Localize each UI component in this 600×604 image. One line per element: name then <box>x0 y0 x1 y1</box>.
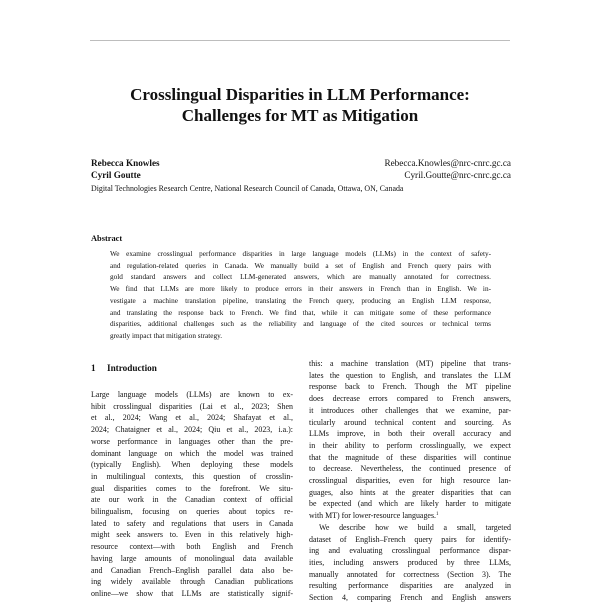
body-line: does decrease errors compared to French answers, <box>309 394 511 404</box>
body-line: We describe how we build a small, targeted <box>319 522 511 532</box>
body-line: and Canadian French–English parallel data also be- <box>91 565 293 575</box>
body-line: dataset of English–French query pairs for identify- <box>309 534 511 544</box>
body-line: it introduces other challenges that we examine, par- <box>309 405 511 415</box>
body-line: et al., 2024; Wang et al., 2024; Shafayat et al., <box>91 413 293 423</box>
body-line: be expected (and which are likely harder to mitigate <box>309 499 511 509</box>
body-line: in their ability to perform crosslingually, we expect <box>309 440 511 450</box>
body-line: Large language models (LLMs) are known to ex- <box>91 390 293 399</box>
body-line: guages, also hints at the greater disparities that can <box>309 487 511 497</box>
body-line-text: with MT) for lower-resource languages. <box>309 511 437 521</box>
body-line: response back to French. Though the MT pipeline <box>309 382 511 392</box>
body-line: 2024; Chataigner et al., 2024; Qiu et al., 2023, i.a.): <box>91 425 293 435</box>
body-line: manually annotated for correctness (Section 3). The <box>309 569 511 579</box>
body-line: that the magnitude of these disparities will continue <box>309 452 511 462</box>
body-line: might seek answers to. Even in this relatively high- <box>91 530 293 540</box>
abstract-line: disparities, additional challenges such as the reliability and language of the cited sources or technical terms <box>110 320 491 329</box>
abstract-line: We find that LLMs are more likely to produce errors in their answers in French than in English. We in- <box>110 285 491 294</box>
body-line: lated to safety and regulations that users in Canada <box>91 518 293 528</box>
section-number: 1 <box>91 363 96 373</box>
body-line: Section 4, comparing French and English answers <box>309 593 511 603</box>
body-line: in multilingual contexts, this question of crosslin- <box>91 471 293 481</box>
abstract-line: and translating the response back to French. We find that, while it can mitigate some of these performance <box>110 308 491 317</box>
body-line: hibit crosslingual disparities (Lai et al., 2023; Shen <box>91 401 293 411</box>
body-line: bilingualism, focusing on queries about topics re- <box>91 507 293 517</box>
body-line: worse performance in languages other than the pre- <box>91 436 293 446</box>
abstract-line: greatly impact that mitigation strategy. <box>110 331 223 340</box>
author-name: Cyril Goutte <box>91 170 141 180</box>
affiliation: Digital Technologies Research Centre, National Research Council of Canada, Ottawa, ON, Canada <box>91 184 404 193</box>
body-line: (typically English). When deploying these models <box>91 460 293 470</box>
section-title: Introduction <box>107 363 157 373</box>
author-email: Cyril.Goutte@nrc-cnrc.gc.ca <box>404 170 511 180</box>
body-line: gual disparities comes to the forefront. We situ- <box>91 483 293 493</box>
body-line: crosslingual disparities, even for high resource lan- <box>309 476 511 486</box>
body-line <box>309 510 511 522</box>
top-rule <box>90 40 510 41</box>
author-name: Rebecca Knowles <box>91 158 160 168</box>
body-line: having large amounts of monolingual data available <box>91 553 293 563</box>
footnote-marker: 1 <box>436 512 439 518</box>
body-line: ing widely available through Canadian publications <box>91 577 293 587</box>
title-line: Crosslingual Disparities in LLM Performance: <box>130 85 470 104</box>
body-line: ities, including answers produced by three LLMs, <box>309 557 511 567</box>
body-line: online—we show that LLMs are statistically signif- <box>91 588 293 598</box>
body-line: lates the question to English, and translates the LLM <box>309 370 511 380</box>
body-line: resulting performance disparities are analyzed in <box>309 581 511 591</box>
abstract-line: and regulation-related queries in Canada. We manually build a set of English and French query pairs with <box>110 261 491 270</box>
paper-title <box>60 84 540 126</box>
left-column <box>91 389 293 600</box>
body-line: ate our work in the Canadian context of official <box>91 495 293 505</box>
abstract-line: gold standard answers and collect LLM-generated answers, which are manually annotated for correctness. <box>110 273 491 282</box>
body-line: this: a machine translation (MT) pipeline that trans- <box>309 359 511 368</box>
right-column <box>309 358 511 604</box>
author-email: Rebecca.Knowles@nrc-cnrc.gc.ca <box>384 158 511 168</box>
body-line: dominant language on which the model was trained <box>91 448 293 458</box>
abstract-heading: Abstract <box>91 234 123 243</box>
abstract-body <box>110 249 491 343</box>
body-line: to decrease. Nevertheless, the continued presence of <box>309 464 511 474</box>
abstract-line: vestigate a machine translation pipeline, translating the French query, producing an English LLM response, <box>110 296 491 305</box>
section-heading <box>91 363 157 373</box>
body-line: ticularly around technical content and sourcing. As <box>309 417 511 427</box>
body-line: LLMs improve, in both their overall accuracy and <box>309 429 511 439</box>
abstract-line: We examine crosslingual performance disparities in large language models (LLMs) in the context of safety- <box>110 250 491 258</box>
title-line: Challenges for MT as Mitigation <box>181 106 419 125</box>
body-line: resource context—with both English and French <box>91 542 293 552</box>
body-line: ing and evaluating crosslingual performance dispar- <box>309 546 511 556</box>
